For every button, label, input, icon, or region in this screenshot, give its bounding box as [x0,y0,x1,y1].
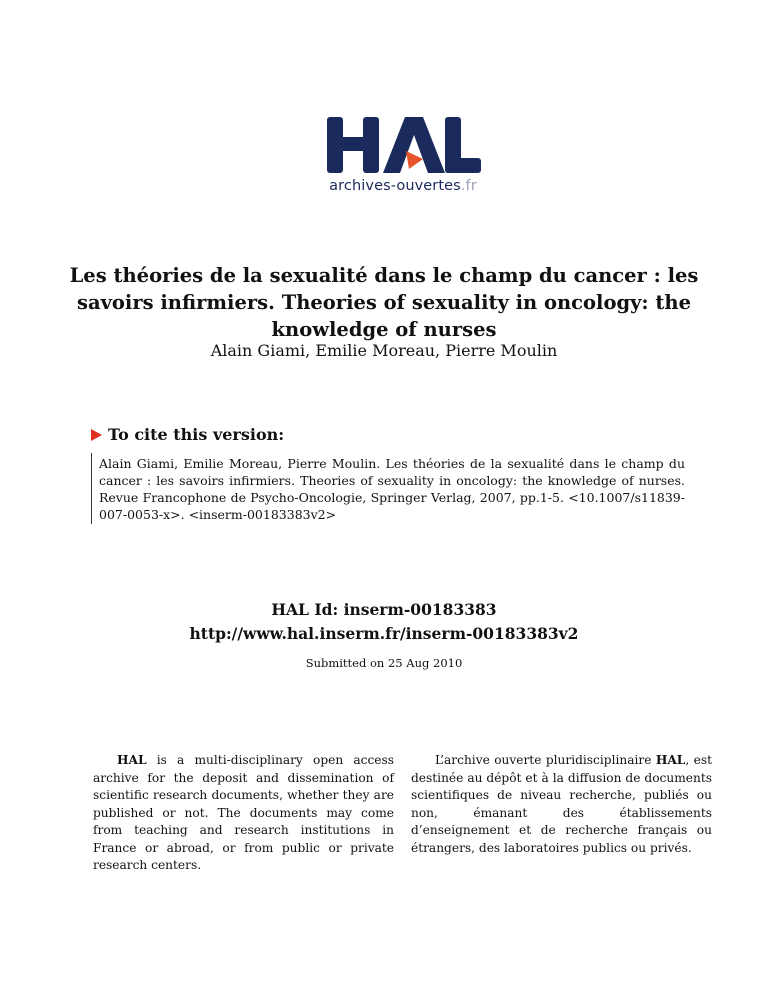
english-description [93,752,394,875]
citation-rule [91,453,92,524]
hal-id-label: HAL Id: inserm-00183383 [271,600,497,619]
citation-text: Alain Giami, Emilie Moreau, Pierre Moulin. Les théories de la sexualité dans le champ du cancer : les savoirs infirmiers. Theories of sexuality in oncology: the knowledge of nurses. Revue Francophone de Psycho-Oncologie, Springer Verlag, 2007, pp.1-5. <10.1007/s11839-007-0053-x>. <inserm-00183383v2> [99,456,685,522]
french-description [411,752,712,857]
hal-bold-en: HAL [117,753,147,767]
cite-heading [91,425,284,444]
cite-heading-text: To cite this version: [108,425,285,444]
french-description-text: , est destinée au dépôt et à la diffusion de documents scientifiques de niveau recherche, publiés ou non, émanant des établissements d’enseignement et de recherche français ou étrangers, des laboratoires publics ou privés. [411,753,712,855]
logo-tagline [323,178,483,194]
document-authors: Alain Giami, Emilie Moreau, Pierre Moulin [210,341,558,360]
submitted-date: Submitted on 25 Aug 2010 [305,656,463,670]
tagline-suffix: .fr [460,178,477,194]
hal-bold-fr: HAL [655,753,686,767]
french-description-pre: L’archive ouverte pluridisciplinaire [435,753,656,767]
hal-logo-icon [323,113,483,175]
document-title: Les théories de la sexualité dans le champ du cancer : les savoirs infirmiers. Theories of sexuality in oncology: the knowledge of nurses [69,264,699,341]
hal-url-link[interactable]: http://www.hal.inserm.fr/inserm-00183383v2 [189,624,579,643]
hal-id-block [60,598,708,646]
english-description-text: is a multi-disciplinary open access archive for the deposit and dissemination of scientific research documents, whether they are published or not. The documents may come from teaching and research institutions in France or abroad, or from public or private research centers. [93,753,394,872]
tagline-main: archives-ouvertes [329,178,461,194]
